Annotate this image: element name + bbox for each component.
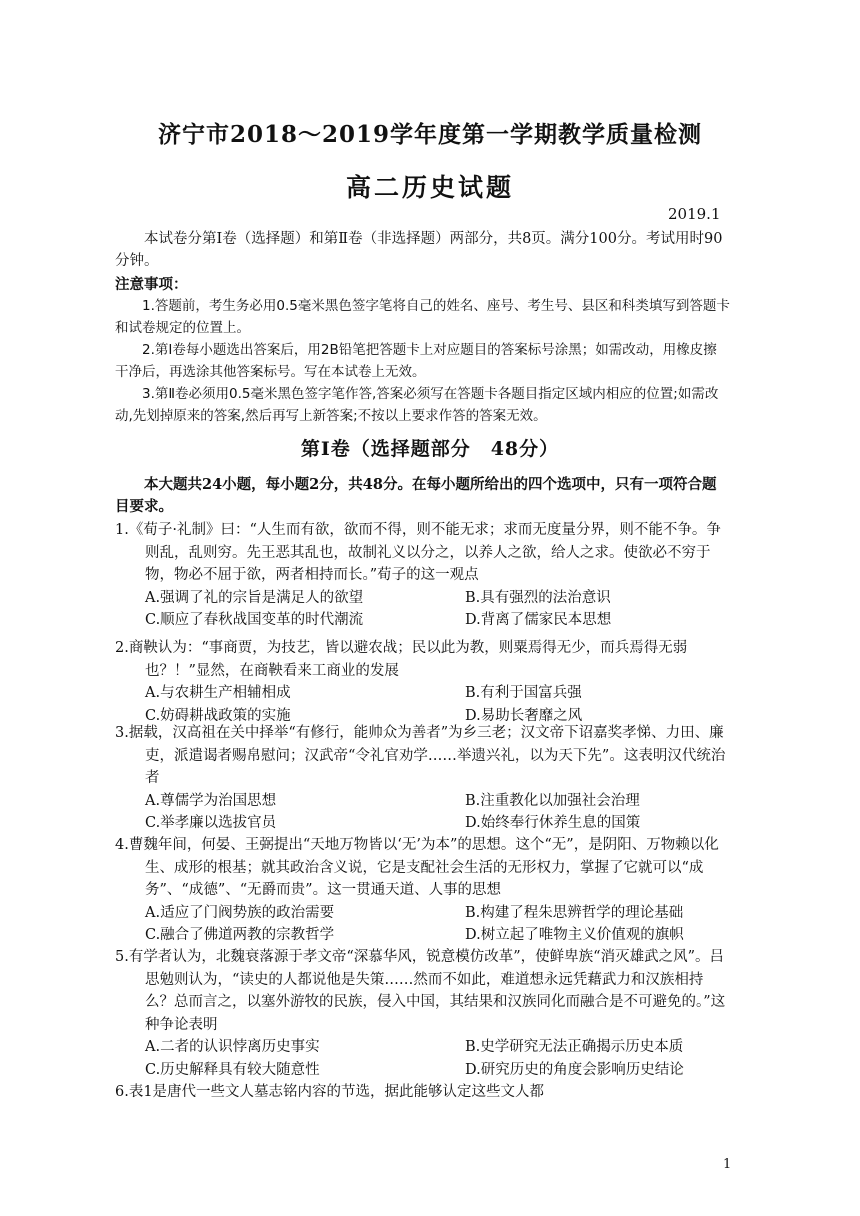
notice-item: 2.第Ⅰ卷每小题选出答案后，用2B铅笔把答题卡上对应题目的答案标号涂黑；如需改动，用橡皮擦干净后，再选涂其他答案标号。写在本试卷上无效。 xyxy=(115,342,717,380)
option-a: A.与农耕生产相辅相成 xyxy=(145,685,291,701)
option-d: D.始终奉行休养生息的国策 xyxy=(465,815,641,831)
option-d: D.树立起了唯物主义价值观的旗帜 xyxy=(465,927,684,943)
question-options xyxy=(115,682,730,727)
question-options xyxy=(115,902,730,947)
option-c: C.历史解释具有较大随意性 xyxy=(145,1061,320,1078)
question-stem: 5.有学者认为，北魏衰落源于孝文帝“深慕华风，锐意模仿改革”，使鲜卑族“消灭雄武之风”。吕思勉则认为，“读史的人都说他是失策……然而不如此，难道想永远凭藉武力和汉族相持么？总而言之，以塞外游牧的民族，侵入中国，其结果和汉族同化而融合是不可避免的。”这种争论表明 xyxy=(115,949,726,1033)
exam-title: 济宁市2018～2019学年度第一学期教学质量检测 xyxy=(157,121,703,148)
option-b: B.具有强烈的法治意识 xyxy=(465,589,611,606)
option-c: C.融合了佛道两教的宗教哲学 xyxy=(145,927,335,943)
notice-heading: 注意事项： xyxy=(115,277,188,293)
section-instruction: 本大题共24小题，每小题2分，共48分。在每小题所给出的四个选项中，只有一项符合题目要求。 xyxy=(115,476,717,515)
option-c: C.顺应了春秋战国变革的时代潮流 xyxy=(145,612,364,628)
option-a: A.强调了礼的宗旨是满足人的欲望 xyxy=(145,589,364,606)
question-3 xyxy=(115,722,730,835)
option-b: B.史学研究无法正确揭示历史本质 xyxy=(465,1039,684,1055)
intro-paragraph: 本试卷分第Ⅰ卷（选择题）和第Ⅱ卷（非选择题）两部分，共8页。满分100分。考试用时90分钟。 xyxy=(115,231,723,269)
option-d: D.背离了儒家民本思想 xyxy=(465,612,612,628)
question-stem: 6.表1是唐代一些文人墓志铭内容的节选，据此能够认定这些文人都 xyxy=(115,1084,545,1100)
question-5 xyxy=(115,946,730,1081)
notice-item: 3.第Ⅱ卷必须用0.5毫米黑色签字笔作答,答案必须写在答题卡各题目指定区域内相应的位置;如需改动,先划掉原来的答案,然后再写上新答案;不按以上要求作答的答案无效。 xyxy=(115,386,719,424)
page-number: 1 xyxy=(723,1157,732,1172)
option-c: C.妨碍耕战政策的实施 xyxy=(145,707,291,724)
option-c: C.举孝廉以选拔官员 xyxy=(145,815,277,831)
option-a: A.二者的认识悖离历史事实 xyxy=(145,1039,320,1055)
question-4 xyxy=(115,834,730,947)
question-6 xyxy=(115,1081,730,1104)
question-1 xyxy=(115,519,730,632)
option-a: A.适应了门阀势族的政治需要 xyxy=(145,904,335,921)
option-d: D.研究历史的角度会影响历史结论 xyxy=(465,1061,684,1078)
exam-date: 2019.1 xyxy=(668,205,721,223)
exam-subtitle: 高二历史试题 xyxy=(345,173,514,202)
question-stem: 3.据载，汉高祖在关中择举“有修行，能帅众为善者”为乡三老；汉文帝下诏嘉奖孝悌、力田、廉吏，派遣谒者赐帛慰问；汉武帝“令礼官劝学……举遗兴礼，以为天下先”。这表明汉代统治者 xyxy=(115,725,726,786)
question-options xyxy=(115,1036,730,1081)
notice-item: 1.答题前，考生务必用0.5毫米黑色签字笔将自己的姓名、座号、考生号、县区和科类填写到答题卡和试卷规定的位置上。 xyxy=(115,298,730,336)
option-b: B.构建了程朱思辨哲学的理论基础 xyxy=(465,904,684,921)
option-d: D.易助长奢靡之风 xyxy=(465,707,583,724)
question-options xyxy=(115,587,730,632)
option-b: B.有利于国富兵强 xyxy=(465,685,582,701)
question-stem: 2.商鞅认为：“事商贾，为技艺，皆以避农战；民以此为教，则粟焉得无少，而兵焉得无弱也？！”显然，在商鞅看来工商业的发展 xyxy=(115,640,688,679)
section-title: 第Ⅰ卷（选择题部分 48分） xyxy=(300,438,560,460)
question-stem: 1.《荀子·礼制》曰：“人生而有欲，欲而不得，则不能无求；求而无度量分界，则不能不争。争则乱，乱则穷。先王恶其乱也，故制礼义以分之，以养人之欲，给人之求。使欲必不穷于物，物必不屈于欲，两者相持而长。”荀子的这一观点 xyxy=(115,522,721,583)
option-a: A.尊儒学为治国思想 xyxy=(145,792,277,809)
question-stem: 4.曹魏年间，何晏、王弼提出“天地万物皆以‘无’为本”的思想。这个“无”，是阴阳、万物赖以化生、成形的根基；就其政治含义说，它是支配社会生活的无形权力，掌握了它就可以“成务”、“成德”、“无爵而贵”。这一贯通天道、人事的思想 xyxy=(115,837,719,898)
option-b: B.注重教化以加强社会治理 xyxy=(465,792,640,809)
question-2 xyxy=(115,637,730,727)
question-options xyxy=(115,790,730,835)
